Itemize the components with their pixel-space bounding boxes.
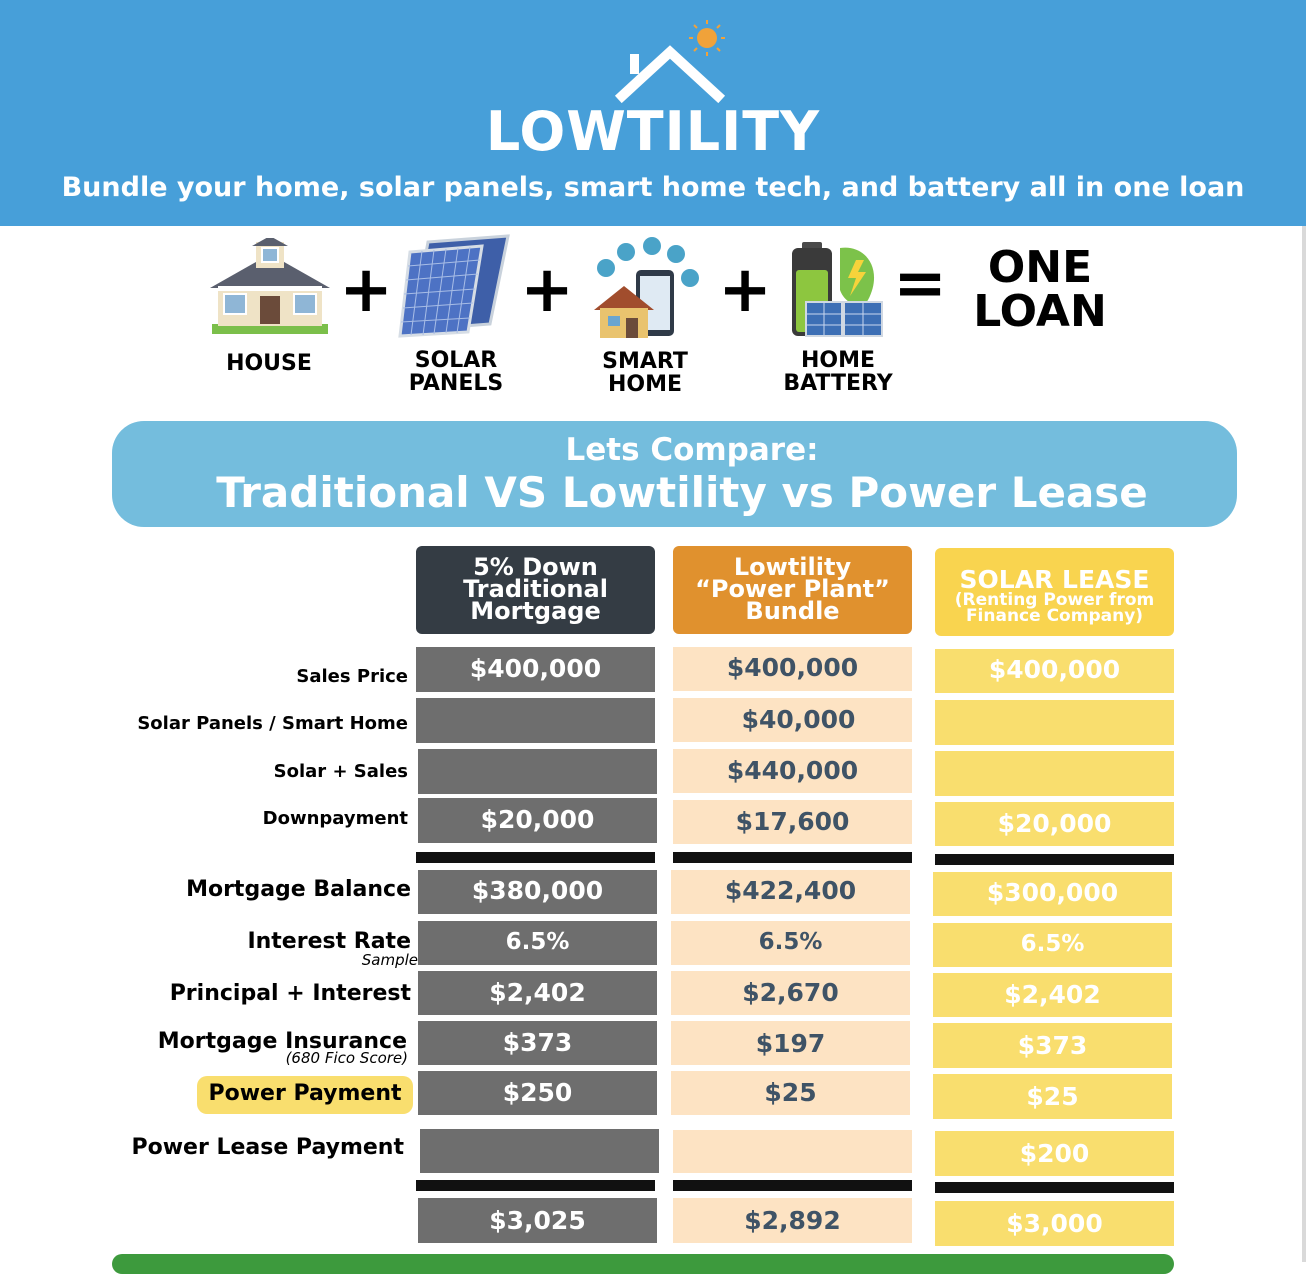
column-header-lease: SOLAR LEASE (Renting Power from Finance Company) <box>935 548 1174 636</box>
cell-low-total: $2,892 <box>673 1198 912 1243</box>
equation-label-battery: HOME BATTERY <box>783 348 893 396</box>
row-label-power-payment: Power Payment <box>208 1081 402 1106</box>
cell-trad-power-payment: $250 <box>418 1071 657 1115</box>
page-edge <box>1302 226 1306 1262</box>
battery-icon <box>786 240 886 340</box>
cell-low-sales-price: $400,000 <box>673 647 912 691</box>
cell-lease-mortgage-balance: $300,000 <box>933 872 1172 916</box>
cell-trad-interest-rate: 6.5% <box>418 921 657 965</box>
cell-lease-solar-sales <box>935 751 1174 796</box>
cell-lease-power-payment: $25 <box>933 1074 1172 1119</box>
cell-trad-principal-interest: $2,402 <box>418 971 657 1015</box>
equation-label-smart-home: SMART HOME <box>602 349 688 397</box>
equals-sign: = <box>893 247 947 321</box>
cell-lease-power-lease: $200 <box>935 1131 1174 1176</box>
row-sublabel-fico: (680 Fico Score) <box>285 1049 408 1067</box>
plus-sign: + <box>339 253 393 327</box>
divider <box>935 854 1174 865</box>
plus-sign: + <box>718 253 772 327</box>
cell-low-power-lease <box>673 1130 912 1173</box>
row-label-power-lease-payment: Power Lease Payment <box>131 1135 404 1160</box>
house-icon <box>208 238 332 338</box>
column-header-lowtility: Lowtility “Power Plant” Bundle <box>673 546 912 634</box>
cell-trad-mortgage-insurance: $373 <box>418 1021 657 1065</box>
row-label-principal-interest: Principal + Interest <box>169 981 411 1006</box>
cell-low-downpayment: $17,600 <box>673 800 912 844</box>
cell-trad-sales-price: $400,000 <box>416 647 655 692</box>
row-label-interest-rate: Interest Rate <box>247 929 411 954</box>
row-label-solar-sales: Solar + Sales <box>273 761 408 782</box>
cell-low-solar-smart: $40,000 <box>673 698 912 742</box>
cell-low-mortgage-insurance: $197 <box>671 1021 910 1065</box>
one-loan-result: ONE LOAN <box>973 242 1107 337</box>
divider <box>673 852 912 863</box>
row-label-mortgage-balance: Mortgage Balance <box>186 877 411 902</box>
cell-trad-solar-sales <box>418 749 657 794</box>
cell-trad-mortgage-balance: $380,000 <box>418 870 657 914</box>
row-label-solar-smart-home: Solar Panels / Smart Home <box>137 713 408 734</box>
compare-subtitle: Lets Compare: <box>565 432 819 468</box>
compare-title: Traditional VS Lowtility vs Power Lease <box>216 468 1148 517</box>
divider <box>935 1182 1174 1193</box>
cell-lease-mortgage-insurance: $373 <box>933 1023 1172 1068</box>
cell-low-mortgage-balance: $422,400 <box>671 870 910 914</box>
brand-name: LOWTILITY <box>485 100 821 163</box>
column-header-traditional: 5% Down Traditional Mortgage <box>416 546 655 634</box>
cell-trad-total: $3,025 <box>418 1198 657 1243</box>
cell-trad-power-lease <box>420 1129 659 1173</box>
cell-lease-total: $3,000 <box>935 1201 1174 1246</box>
cell-lease-interest-rate: 6.5% <box>933 923 1172 967</box>
cell-lease-sales-price: $400,000 <box>935 649 1174 693</box>
cell-lease-downpayment: $20,000 <box>935 802 1174 846</box>
cell-low-power-payment: $25 <box>671 1071 910 1115</box>
house-roof-sun-icon <box>600 14 740 106</box>
row-label-mortgage-insurance: Mortgage Insurance <box>157 1029 407 1054</box>
cell-low-interest-rate: 6.5% <box>671 921 910 965</box>
solar-panels-icon <box>398 232 516 340</box>
cell-lease-principal-interest: $2,402 <box>933 973 1172 1017</box>
divider <box>416 852 655 863</box>
row-label-sales-price: Sales Price <box>296 666 408 687</box>
plus-sign: + <box>520 253 574 327</box>
divider <box>673 1180 912 1191</box>
cell-low-solar-sales: $440,000 <box>673 749 912 793</box>
row-sublabel-sample: Sample <box>361 951 418 969</box>
divider <box>416 1180 655 1191</box>
cell-trad-downpayment: $20,000 <box>418 798 657 843</box>
equation-label-solar: SOLAR PANELS <box>408 348 504 396</box>
cell-trad-solar-smart <box>416 698 655 743</box>
tagline: Bundle your home, solar panels, smart home tech, and battery all in one loan <box>61 172 1245 203</box>
row-label-downpayment: Downpayment <box>262 808 408 829</box>
equation-label-house: HOUSE <box>226 351 312 376</box>
cell-lease-solar-smart <box>935 700 1174 745</box>
footer-bar <box>112 1254 1174 1274</box>
smart-home-icon <box>590 236 702 340</box>
cell-low-principal-interest: $2,670 <box>671 971 910 1015</box>
